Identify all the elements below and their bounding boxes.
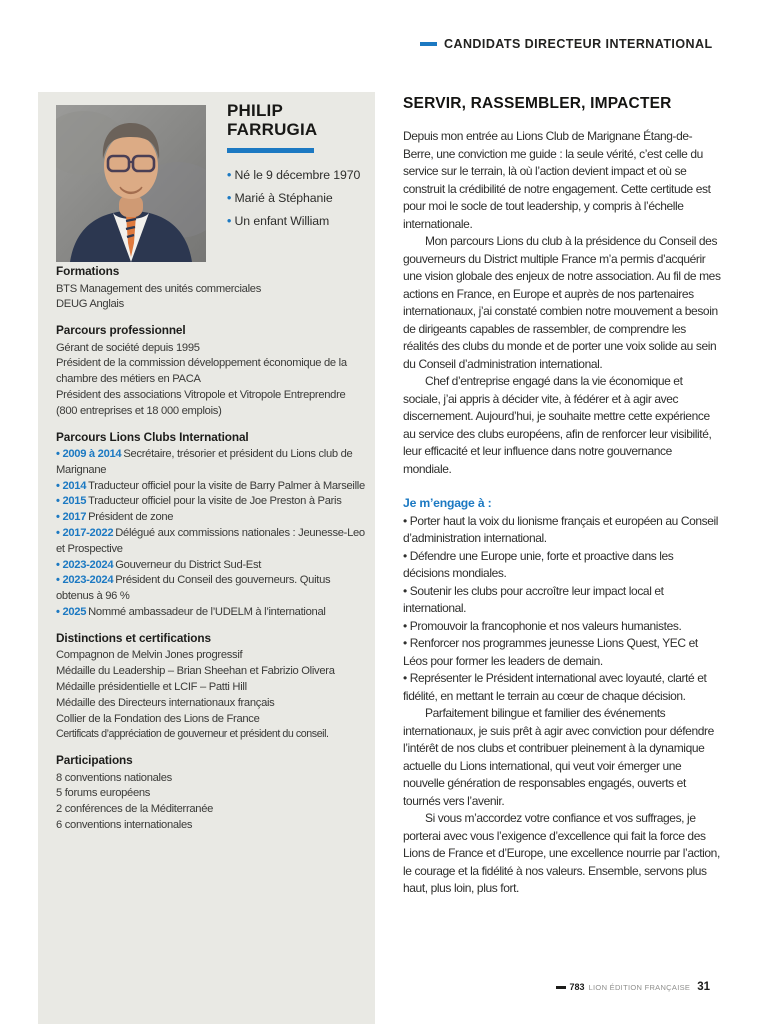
section-heading: Distinctions et certifications (56, 630, 211, 645)
year-label: 2017 (62, 511, 87, 524)
section-parcours-professionnel (56, 323, 368, 419)
header-title: CANDIDATS DIRECTEUR INTERNATIONAL (444, 37, 713, 51)
section-line: Certificats d’appréciation de gouverneur et président du conseil. (56, 728, 329, 741)
pledge-item: • Renforcer nos programmes jeunesse Lions Quest, YEC et Léos pour former les leaders de demain. (403, 635, 721, 670)
pledge-item: • Promouvoir la francophonie et nos valeurs humanistes. (403, 618, 721, 636)
section-heading: Parcours professionnel (56, 323, 186, 338)
cv-sections (56, 264, 368, 844)
lions-item-text: Délégué aux commissions nationales : Jeunesse-Leo et Prospective (56, 527, 365, 555)
statement-paragraph: Mon parcours Lions du club à la présidence du Conseil des gouverneurs du District multiple France m’a permis d’acquérir une vision globale des enjeux de notre association. Au fil de mes actions en France, en Europe et auprès de nos partenaires internationaux, j’ai constaté combien notre mouvement a besoin de dirigeants capables de rassembler, de comprendre les réalités des clubs du monde et de porter une voix solide au sein du Conseil d’administration international. (403, 234, 721, 371)
section-line: 6 conventions internationales (56, 819, 193, 832)
section-line: Collier de la Fondation des Lions de France (56, 712, 260, 725)
statement-title: SERVIR, RASSEMBLER, IMPACTER (403, 95, 672, 112)
lions-item-text: Président de zone (88, 511, 174, 524)
pledge-heading: Je m’engage à : (403, 496, 492, 510)
name-underline-bar (227, 148, 314, 153)
lions-item-text: Président du Conseil des gouverneurs. Quitus obtenus à 96 % (56, 574, 331, 603)
candidate-name-block (227, 101, 373, 233)
section-line: Gérant de société depuis 1995 (56, 341, 200, 354)
section-line: 8 conventions nationales (56, 771, 172, 784)
candidate-statement (403, 95, 721, 898)
pledge-item: • Défendre une Europe unie, forte et proactive dans les décisions mondiales. (403, 548, 721, 583)
section-line: 2 conférences de la Méditerranée (56, 803, 214, 816)
page-number: 31 (697, 981, 710, 993)
year-label: 2017-2022 (62, 527, 114, 540)
section-line: 5 forums européens (56, 787, 151, 800)
fact-item: • Né le 9 décembre 1970 (227, 164, 373, 187)
year-label: 2015 (62, 495, 87, 508)
section-heading: Parcours Lions Clubs International (56, 429, 249, 444)
lions-item (56, 526, 368, 558)
section-participations (56, 753, 368, 834)
year-label: 2014 (62, 479, 87, 492)
year-label: 2009 à 2014 (62, 448, 122, 461)
lions-item-text: Traducteur officiel pour la visite de Barry Palmer à Marseille (88, 479, 365, 492)
statement-paragraph: Parfaitement bilingue et familier des événements internationaux, je suis prêt à agir avec conviction pour défendre l’intérêt de nos clubs et contribuer pleinement à la dynamique actuelle du Lions international, qui veut voir émerger une nouvelle génération de responsables engagés, ouverts et tournés vers l’avenir. (403, 706, 714, 808)
lions-item (56, 558, 368, 574)
lions-item (56, 479, 368, 495)
lions-item (56, 605, 368, 621)
candidate-panel (38, 92, 375, 1024)
year-label: 2023-2024 (62, 574, 114, 587)
pledge-item: • Porter haut la voix du lionisme français et européen au Conseil d’administration international. (403, 513, 721, 548)
candidate-photo (56, 105, 206, 262)
fact-item: • Marié à Stéphanie (227, 187, 373, 210)
footer-dash-icon (556, 986, 566, 989)
lions-item-text: Secrétaire, trésorier et président du Lions club de Marignane (56, 448, 353, 476)
section-line: Président des associations Vitropole et Vitropole Entreprendre (800 entreprises et 18 000 emplois) (56, 388, 346, 417)
lions-item-text: Gouverneur du District Sud-Est (115, 558, 262, 571)
lions-item-text: Nommé ambassadeur de l’UDELM à l’international (88, 606, 326, 619)
fact-item: • Un enfant William (227, 210, 373, 233)
pledge-item: • Représenter le Président international avec loyauté, clarté et fidélité, en mettant le terrain au cœur de chaque décision. (403, 670, 721, 705)
section-line: Médaille présidentielle et LCIF – Patti Hill (56, 680, 247, 693)
statement-paragraph: Si vous m’accordez votre confiance et vos suffrages, je porterai avec vous l’exigence d’excellence qui fait la force des Lions de France et d’Europe, une excellence nourrie par l’action, le courage et la fidélité à nos valeurs. Ensemble, servons plus haut, plus loin, plus fort. (403, 811, 720, 895)
candidate-last-name: FARRUGIA (227, 120, 318, 139)
magazine-name: LION ÉDITION FRANÇAISE (588, 982, 691, 992)
lions-item (56, 494, 368, 510)
page-footer (556, 981, 710, 993)
statement-paragraph: Chef d’entreprise engagé dans la vie économique et sociale, j’ai appris à décider vite, à fédérer et à agir avec discernement. Aujourd’hui, je souhaite mettre cette expérience au service des clubs européens, afin de renforcer leur visibilité, leur efficacité et leur influence dans notre gouvernance mondiale. (403, 374, 712, 476)
section-line: Médaille des Directeurs internationaux français (56, 696, 275, 709)
candidate-first-name: PHILIP (227, 101, 283, 120)
section-line: DEUG Anglais (56, 298, 124, 311)
lions-item (56, 447, 368, 479)
lions-item (56, 510, 368, 526)
lions-item (56, 573, 368, 605)
lions-item-text: Traducteur officiel pour la visite de Joe Preston à Paris (88, 495, 342, 508)
section-parcours-lions (56, 430, 368, 621)
section-line: Compagnon de Melvin Jones progressif (56, 649, 243, 662)
year-label: 2025 (62, 606, 87, 619)
section-line: BTS Management des unités commerciales (56, 282, 261, 295)
section-heading: Formations (56, 264, 120, 278)
issue-number: 783 (569, 982, 585, 992)
section-distinctions (56, 631, 368, 743)
statement-paragraph: Depuis mon entrée au Lions Club de Marignane Étang-de-Berre, une conviction me guide : la seule vérité, c’est celle du service sur le terrain, là où l’action devient impact et où se construit la crédibilité de notre engagement. Cette certitude est pour moi le socle de tout leadership, y compris à l’échelle internationale. (403, 129, 711, 231)
section-heading: Participations (56, 753, 133, 768)
section-formations (56, 264, 368, 313)
page-header (420, 37, 713, 51)
section-line: Président de la commission développement économique de la chambre des métiers en PACA (56, 357, 347, 386)
pledge-item: • Soutenir les clubs pour accroître leur impact local et international. (403, 583, 721, 618)
section-line: Médaille du Leadership – Brian Sheehan et Fabrizio Olivera (56, 665, 335, 678)
year-label: 2023-2024 (62, 558, 114, 571)
personal-facts (227, 164, 373, 233)
accent-dash-icon (420, 42, 437, 46)
